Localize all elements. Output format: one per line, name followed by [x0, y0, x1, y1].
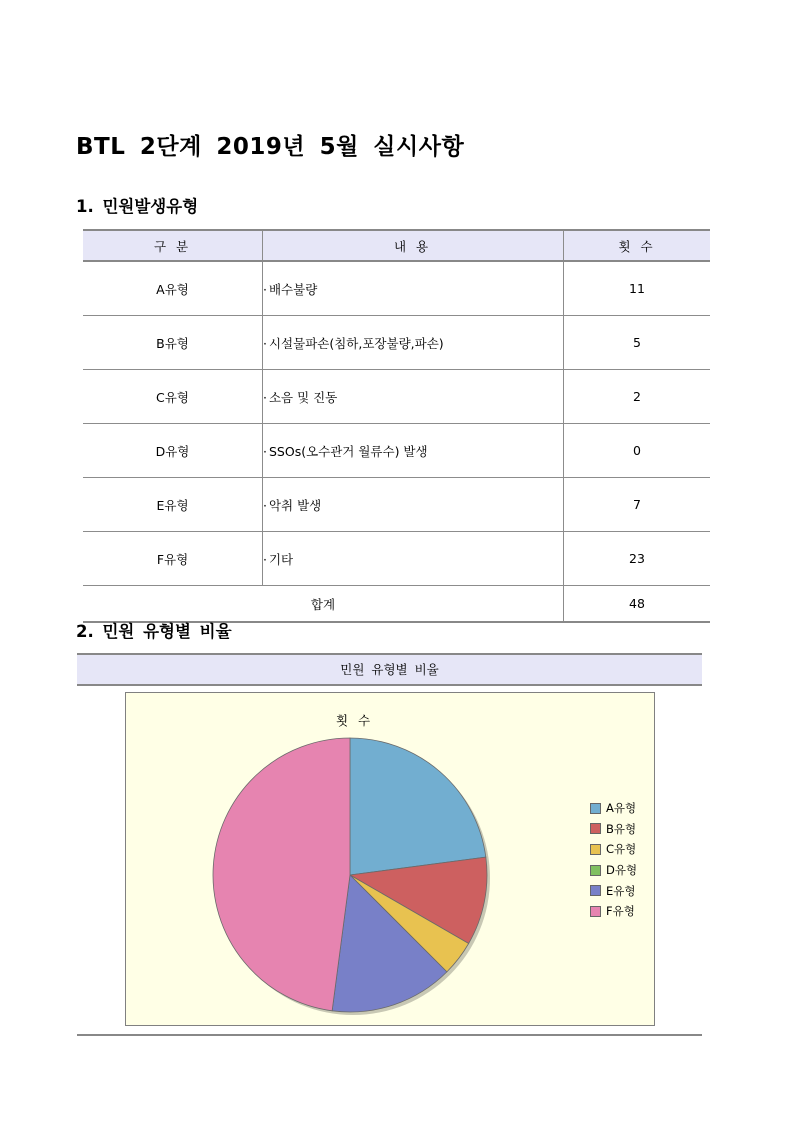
row-type: D유형 [83, 424, 263, 478]
legend-item [590, 798, 637, 819]
legend-swatch [590, 803, 601, 814]
pie-slice-A유형 [350, 738, 486, 875]
legend-item [590, 839, 637, 860]
total-label: 합계 [83, 586, 564, 623]
row-type: E유형 [83, 478, 263, 532]
legend-item [590, 819, 637, 840]
row-content [263, 370, 564, 424]
legend-swatch [590, 865, 601, 876]
page-title: BTL 2단계 2019년 5월 실시사항 [76, 134, 465, 160]
row-content-text: 배수불량 [268, 281, 318, 297]
legend-label: A유형 [606, 801, 637, 816]
pie-chart [125, 692, 655, 1026]
bullet: · [263, 551, 267, 567]
chart-bottom-rule [77, 1034, 702, 1036]
legend-label: B유형 [606, 821, 637, 836]
row-content-text: SSOs(오수관거 월류수) 발생 [268, 443, 428, 459]
row-content-text: 소음 및 진동 [268, 389, 338, 405]
row-type: B유형 [83, 316, 263, 370]
bullet: · [263, 389, 267, 405]
row-content-text: 악취 발생 [268, 497, 322, 513]
chart-header: 민원 유형별 비율 [77, 653, 702, 686]
row-content [263, 532, 564, 586]
table-row [83, 261, 710, 316]
pie-slice-F유형 [213, 738, 350, 1011]
legend-swatch [590, 844, 601, 855]
total-value: 48 [564, 586, 711, 623]
pie-chart-plot [126, 693, 654, 1025]
row-count: 23 [564, 532, 711, 586]
row-content [263, 424, 564, 478]
legend-swatch [590, 906, 601, 917]
complaint-table [83, 229, 710, 623]
col-header-count: 횟 수 [564, 230, 711, 261]
bullet: · [263, 443, 267, 459]
legend-swatch [590, 823, 601, 834]
legend-label: C유형 [606, 842, 637, 857]
col-header-category: 구 분 [83, 230, 263, 261]
table-row [83, 424, 710, 478]
chart-legend [590, 798, 637, 922]
row-content-text: 기타 [268, 551, 294, 567]
table-row [83, 316, 710, 370]
bullet: · [263, 281, 267, 297]
row-type: A유형 [83, 261, 263, 316]
row-count: 0 [564, 424, 711, 478]
legend-label: F유형 [606, 904, 635, 919]
legend-swatch [590, 885, 601, 896]
table-row [83, 370, 710, 424]
row-content [263, 261, 564, 316]
table-header-row [83, 230, 710, 261]
legend-label: D유형 [606, 863, 638, 878]
table-row [83, 532, 710, 586]
row-count: 2 [564, 370, 711, 424]
table-total-row [83, 586, 710, 623]
legend-label: E유형 [606, 883, 636, 898]
row-count: 5 [564, 316, 711, 370]
row-count: 7 [564, 478, 711, 532]
table-row [83, 478, 710, 532]
row-type: F유형 [83, 532, 263, 586]
section-heading-complaint-types: 1. 민원발생유형 [76, 197, 199, 216]
chart-title: 횟 수 [336, 713, 374, 728]
row-content [263, 478, 564, 532]
row-type: C유형 [83, 370, 263, 424]
section-heading-ratio: 2. 민원 유형별 비율 [76, 622, 232, 641]
row-content [263, 316, 564, 370]
legend-item [590, 860, 637, 881]
row-count: 11 [564, 261, 711, 316]
col-header-content: 내 용 [263, 230, 564, 261]
bullet: · [263, 497, 267, 513]
legend-item [590, 880, 637, 901]
legend-item [590, 901, 637, 922]
row-content-text: 시설물파손(침하,포장불량,파손) [268, 335, 444, 351]
bullet: · [263, 335, 267, 351]
